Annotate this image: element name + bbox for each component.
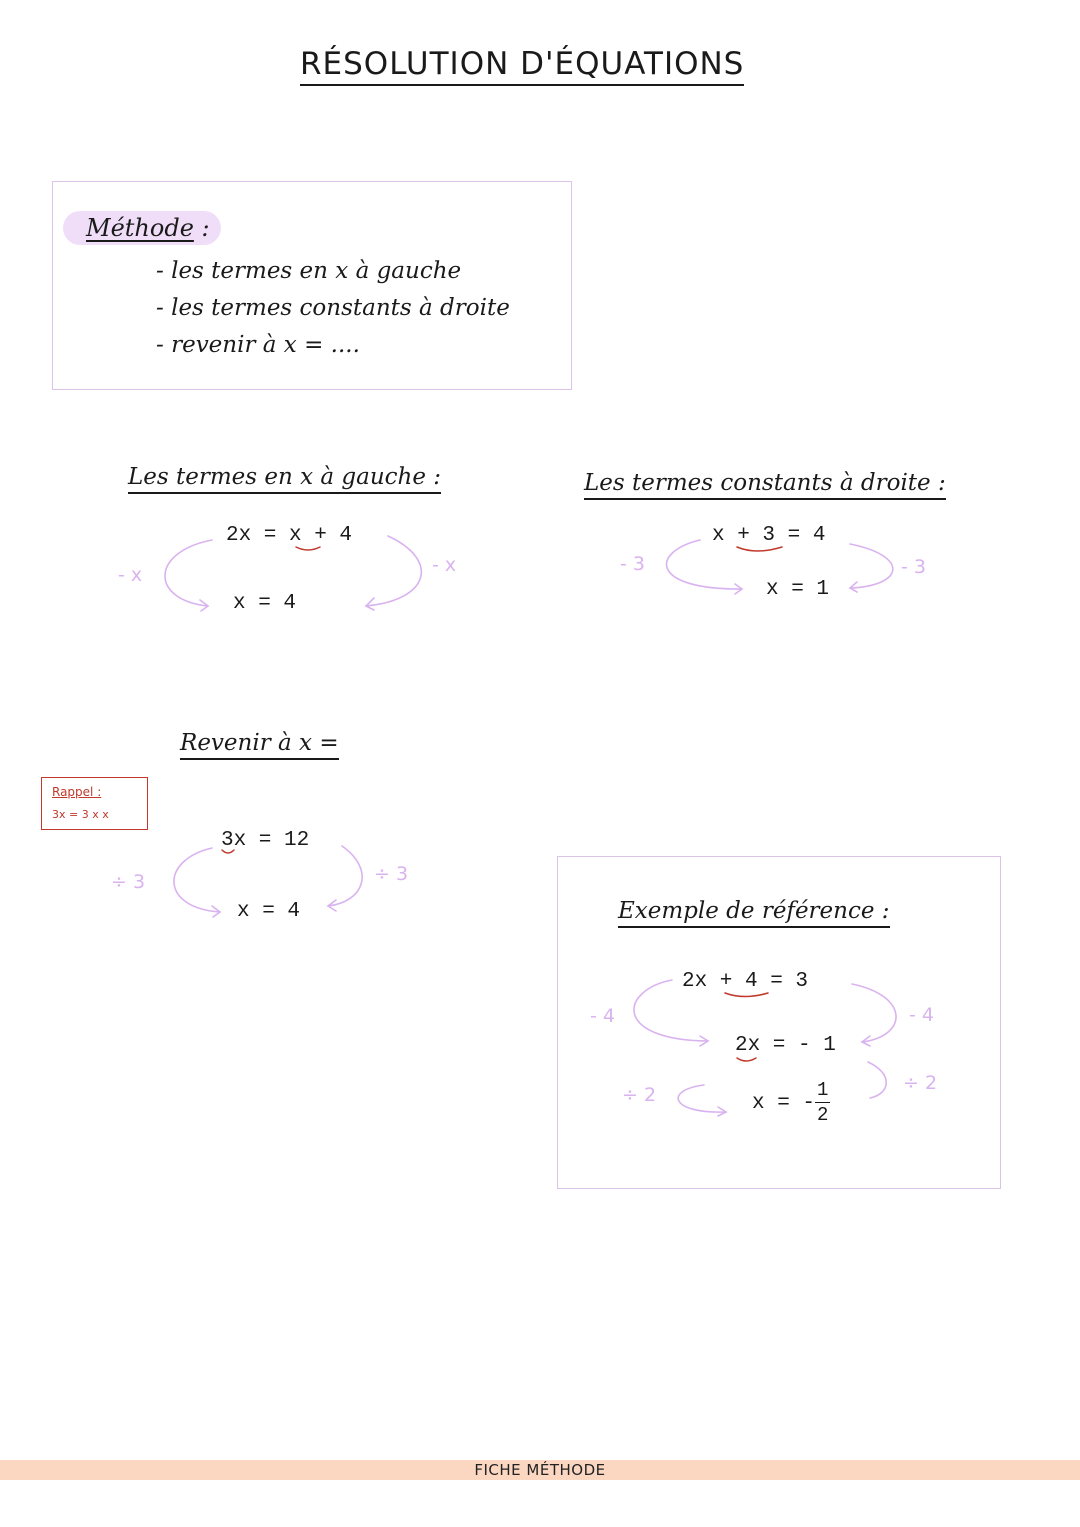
fraction-numerator: 1 — [817, 1079, 829, 1101]
arc-left-section-left — [165, 540, 212, 606]
arc-right-section-right — [850, 544, 893, 588]
example-op1-left: - 4 — [590, 1005, 615, 1027]
rappel-label: Rappel : — [52, 785, 102, 799]
section-right-heading: Les termes constants à droite : — [584, 468, 946, 500]
section-left-eq2: x = 4 — [233, 592, 297, 615]
example-op2-left: ÷ 2 — [622, 1084, 657, 1106]
fraction-denominator: 2 — [817, 1104, 829, 1126]
section-left-heading: Les termes en x à gauche : — [128, 462, 441, 494]
section-left-op-right: - x — [432, 554, 457, 576]
section-revenir-op-left: ÷ 3 — [111, 871, 146, 893]
example-fraction — [815, 1078, 830, 1127]
page-title: RÉSOLUTION D'ÉQUATIONS — [300, 44, 744, 86]
method-label — [86, 213, 210, 243]
example-eq3-prefix: x = - — [752, 1092, 816, 1116]
section-revenir-eq2: x = 4 — [237, 900, 301, 923]
section-right-op-right: - 3 — [901, 556, 926, 578]
example-eq3 — [752, 1078, 830, 1127]
section-revenir-op-right: ÷ 3 — [374, 863, 409, 885]
method-label-text: Méthode — [86, 214, 194, 242]
section-revenir-heading: Revenir à x = — [180, 728, 339, 760]
rappel-text: 3x = 3 x x — [52, 808, 109, 821]
example-op1-right: - 4 — [909, 1004, 934, 1026]
arc-revenir-left — [174, 848, 220, 912]
method-item-1: - les termes en x à gauche — [156, 258, 462, 284]
section-right-eq1: x + 3 = 4 — [712, 524, 826, 547]
footer-label: FICHE MÉTHODE — [474, 1461, 606, 1479]
section-right-op-left: - 3 — [620, 553, 645, 575]
arc-left-section-right — [366, 536, 421, 606]
section-revenir-eq1: 3x = 12 — [221, 829, 310, 852]
example-eq1: 2x + 4 = 3 — [682, 970, 809, 993]
method-label-colon: : — [193, 214, 210, 242]
example-heading: Exemple de référence : — [618, 896, 890, 928]
method-item-2: - les termes constants à droite — [156, 295, 510, 321]
example-op2-right: ÷ 2 — [903, 1072, 938, 1094]
section-left-op-left: - x — [118, 564, 143, 586]
section-right-eq2: x = 1 — [766, 578, 830, 601]
section-left-eq1: 2x = x + 4 — [226, 524, 353, 547]
example-eq2: 2x = - 1 — [735, 1034, 836, 1057]
arc-revenir-right — [328, 846, 362, 906]
method-item-3: - revenir à x = .... — [156, 332, 360, 358]
